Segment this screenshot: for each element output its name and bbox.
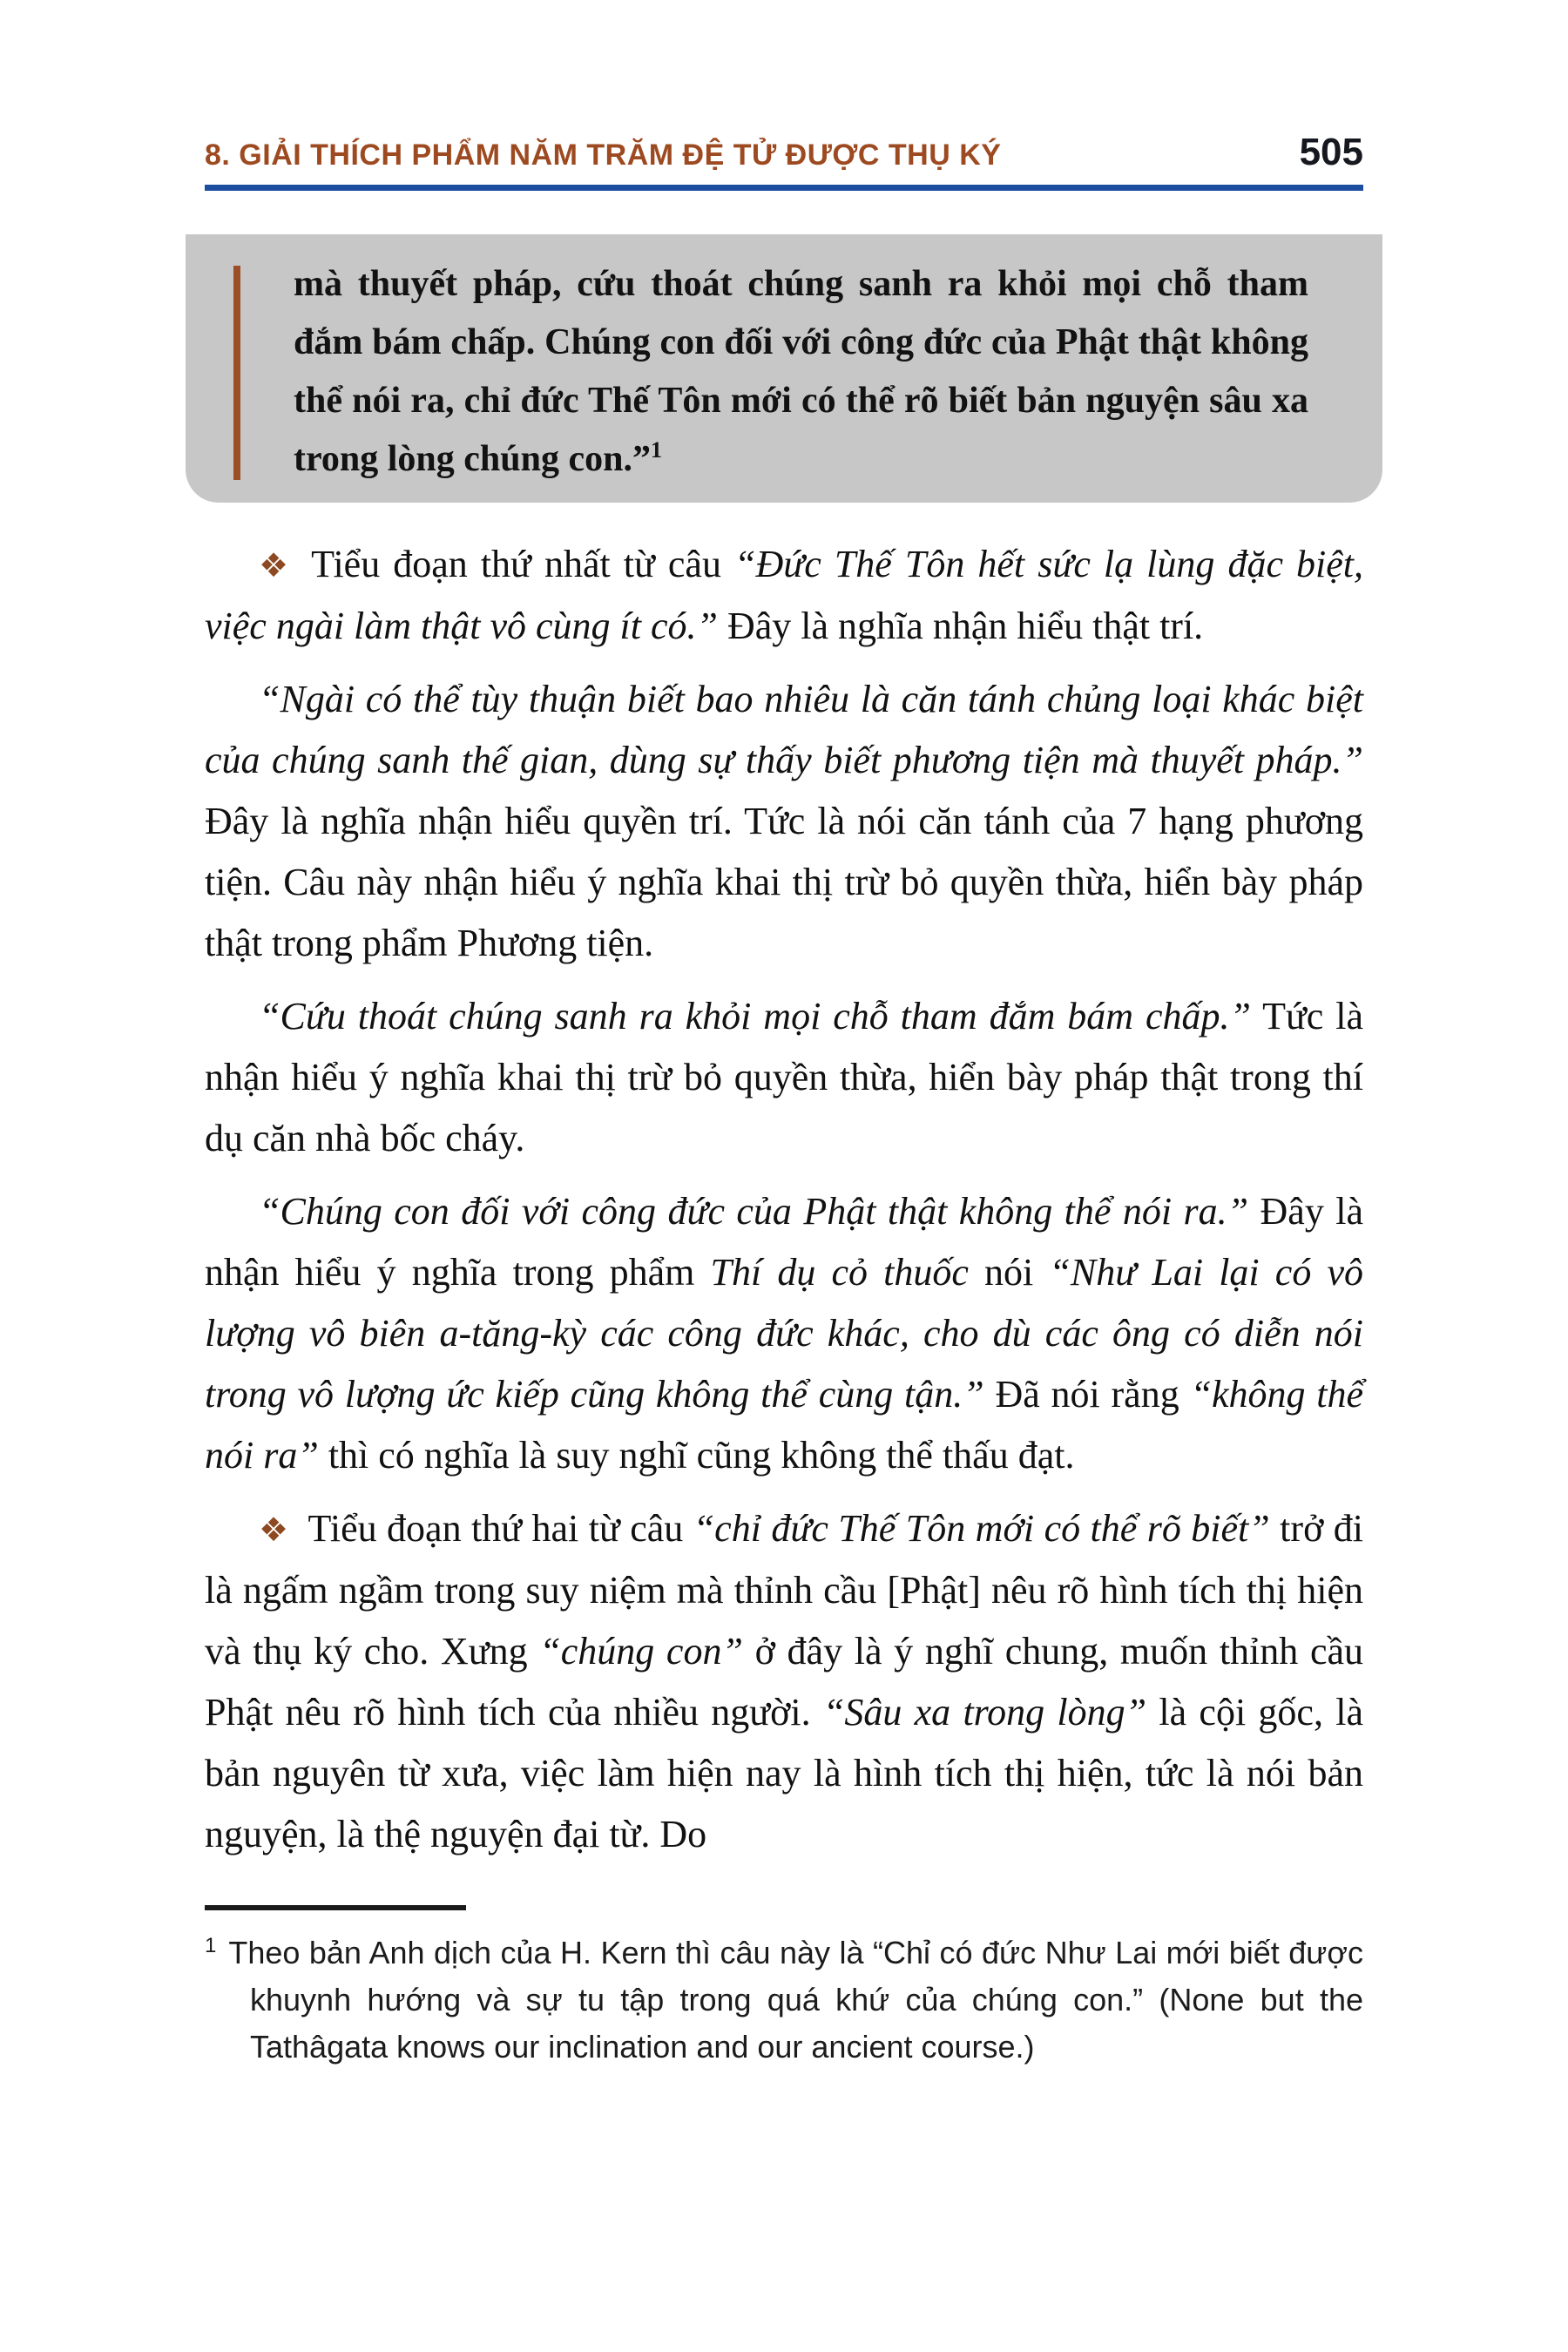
paragraph bbox=[205, 534, 1363, 657]
chapter-title: 8. GIẢI THÍCH PHẨM NĂM TRĂM ĐỆ TỬ ĐƯỢC THỤ KÝ bbox=[205, 139, 1002, 172]
text-segment: “Chúng con đối với công đức của Phật thật không thể nói ra.” bbox=[259, 1190, 1249, 1233]
text-segment: “Sâu xa trong lòng” bbox=[822, 1691, 1147, 1734]
page-number: 505 bbox=[1299, 131, 1363, 173]
text-segment: “không thể nói ra” bbox=[205, 1373, 1363, 1477]
header-divider-rule bbox=[205, 185, 1363, 191]
paragraph bbox=[205, 1181, 1363, 1486]
text-segment: Tiểu đoạn thứ hai từ câu bbox=[308, 1507, 693, 1550]
footnote-marker: 1 bbox=[205, 1934, 217, 1957]
text-segment: “chúng con” bbox=[539, 1630, 743, 1673]
diamond-ornament-icon: ❖ bbox=[259, 546, 293, 585]
diamond-ornament-icon: ❖ bbox=[259, 1511, 289, 1549]
text-segment: “Cứu thoát chúng sanh ra khỏi mọi chỗ tham đắm bám chấp.” bbox=[259, 995, 1251, 1037]
text-segment: Đây là nghĩa nhận hiểu thật trí. bbox=[718, 605, 1204, 647]
quote-text bbox=[294, 255, 1308, 489]
text-segment: Đây là nghĩa nhận hiểu quyền trí. Tức là nói căn tánh của 7 hạng phương tiện. Câu này nhận hiểu ý nghĩa khai thị trừ bỏ quyền thừa, hiển bày pháp thật trong phẩm Phương tiện. bbox=[205, 800, 1363, 964]
paragraph bbox=[205, 669, 1363, 974]
text-segment: Đã nói rằng bbox=[983, 1373, 1191, 1416]
text-segment: “Như Lai lại có vô lượng vô biên a-tăng-kỳ các công đức khác, cho dù các ông có diễn nói trong vô lượng ức kiếp cũng không thể cùng tận.” bbox=[205, 1251, 1363, 1416]
page-content bbox=[205, 0, 1363, 2071]
text-segment: Thí dụ cỏ thuốc bbox=[710, 1251, 969, 1294]
text-segment: “Ngài có thể tùy thuận biết bao nhiêu là căn tánh chủng loại khác biệt của chúng sanh thế gian, dùng sự thấy biết phương tiện mà thuyết pháp.” bbox=[205, 678, 1363, 781]
footnote-text bbox=[205, 1930, 1363, 2071]
text-segment: mà thuyết pháp, cứu thoát chúng sanh ra khỏi mọi chỗ tham đắm bám chấp. Chúng con đối với công đức của Phật thật không thể nói ra, chỉ đức Thế Tôn mới có thể rõ biết bản nguyện sâu xa trong lòng chúng con.” bbox=[294, 264, 1308, 479]
text-segment: Theo bản Anh dịch của H. Kern thì câu này là “Chỉ có đức Như Lai mới biết được khuynh hướng và sự tu tập trong quá khứ của chúng con.” (None but the Tathâgata knows our inclination and our ancient course.) bbox=[228, 1935, 1363, 2065]
footnote-reference: 1 bbox=[650, 437, 662, 463]
text-segment: “chỉ đức Thế Tôn mới có thể rõ biết” bbox=[693, 1507, 1270, 1550]
text-segment: thì có nghĩa là suy nghĩ cũng không thể thấu đạt. bbox=[318, 1434, 1075, 1477]
text-segment: trở đi là ngấm ngầm trong suy niệm mà thỉnh cầu [Phật] nêu rõ hình tích thị hiện và thụ ký cho. Xưng bbox=[205, 1507, 1363, 1673]
body-paragraphs bbox=[205, 534, 1363, 1865]
paragraph bbox=[205, 986, 1363, 1169]
paragraph bbox=[205, 1498, 1363, 1865]
text-segment: Đây là nhận hiểu ý nghĩa trong phẩm bbox=[205, 1190, 1364, 1294]
text-segment: Tức là nhận hiểu ý nghĩa khai thị trừ bỏ quyền thừa, hiển bày pháp thật trong thí dụ căn nhà bốc cháy. bbox=[205, 995, 1363, 1159]
quote-left-bar bbox=[233, 266, 240, 480]
text-segment: Tiểu đoạn thứ nhất từ câu bbox=[311, 543, 734, 585]
footnote-divider-rule bbox=[205, 1905, 466, 1910]
text-segment: là cội gốc, là bản nguyên từ xưa, việc làm hiện nay là hình tích thị hiện, tức là nói bản nguyện, là thệ nguyện đại từ. Do bbox=[205, 1691, 1363, 1855]
text-segment: ở đây là ý nghĩ chung, muốn thỉnh cầu Phật nêu rõ hình tích của nhiều người. bbox=[205, 1630, 1364, 1734]
running-header bbox=[205, 0, 1363, 174]
footnote-section bbox=[205, 1905, 1363, 2071]
quote-block bbox=[186, 234, 1382, 503]
text-segment: “Đức Thế Tôn hết sức lạ lùng đặc biệt, việc ngài làm thật vô cùng ít có.” bbox=[205, 543, 1363, 647]
text-segment: nói bbox=[968, 1251, 1050, 1294]
